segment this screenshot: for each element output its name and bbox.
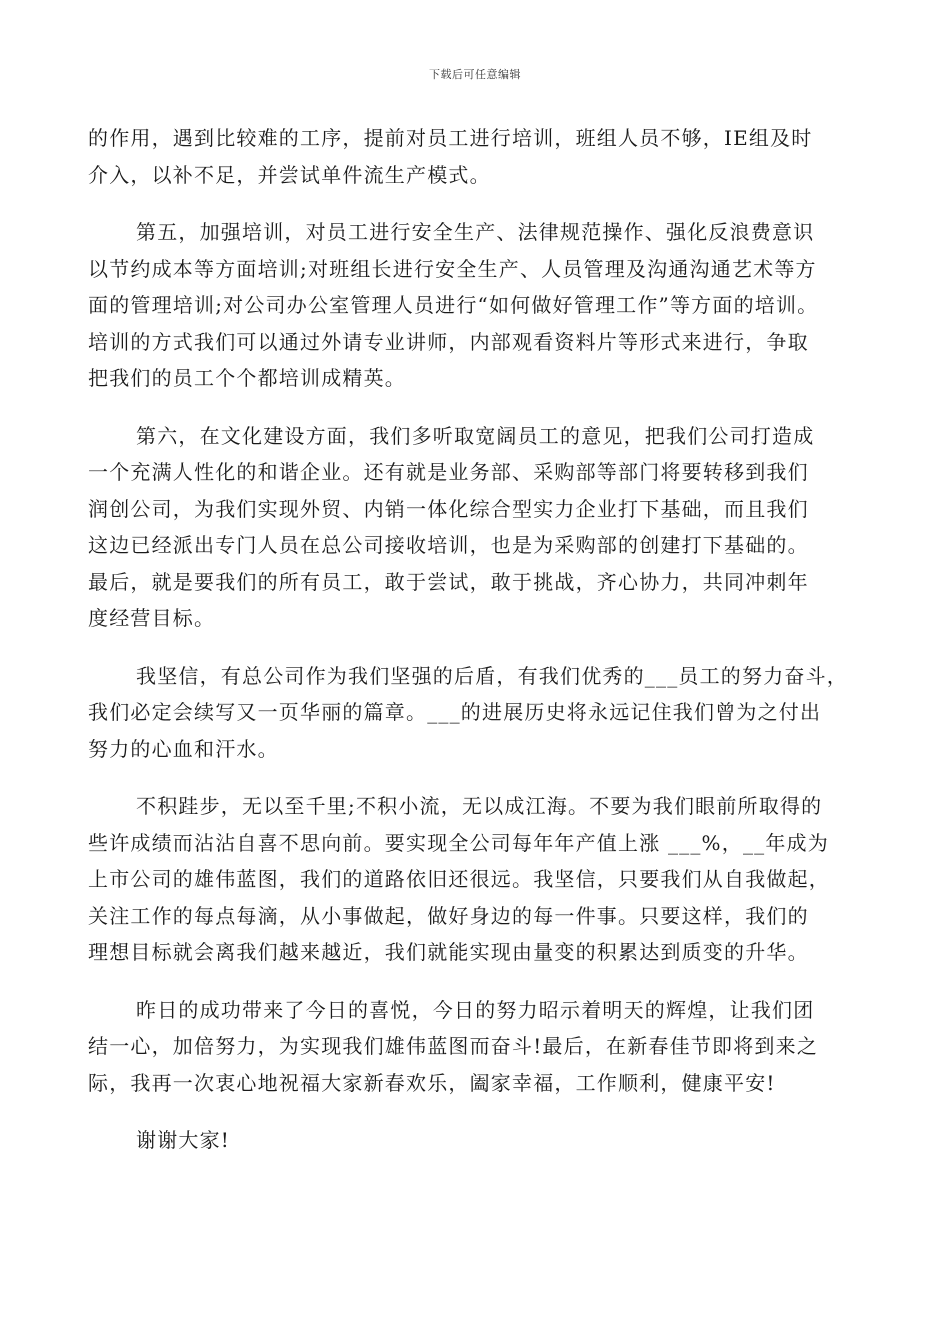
text-line: 努力的心血和汗水。	[88, 736, 279, 761]
text-line: 介入，以补不足，并尝试单件流生产模式。	[88, 162, 491, 187]
paragraph-4	[88, 658, 878, 768]
text-line: 培训的方式我们可以通过外请专业讲师，内部观看资料片等形式来进行，争取	[88, 329, 809, 354]
text-line: 以节约成本等方面培训;对班组长进行安全生产、人员管理及沟通沟通艺术等方	[88, 256, 817, 281]
text-line: 我们必定会续写又一页华丽的篇章。___的进展历史将永远记住我们曾为之付出	[88, 700, 822, 724]
text-line: 把我们的员工个个都培训成精英。	[88, 366, 406, 390]
text-line: 关注工作的每点每滴，从小事做起，做好身边的每一件事。只要这样，我们的	[88, 903, 809, 928]
text-line: 一个充满人性化的和谐企业。还有就是业务部、采购部等部门将要转移到我们	[88, 460, 809, 484]
document-body	[88, 120, 878, 1180]
paragraph-1	[88, 120, 878, 193]
text-line: 第六，在文化建设方面，我们多听取宽阔员工的意见，把我们公司打造成	[136, 423, 815, 448]
paragraph-7	[88, 1122, 878, 1159]
text-line: 理想目标就会离我们越来越近，我们就能实现由量变的积累达到质变的升华。	[88, 940, 809, 964]
paragraph-5	[88, 788, 878, 971]
paragraph-6	[88, 992, 878, 1102]
text-line: 谢谢大家!	[136, 1128, 231, 1152]
text-line: 度经营目标。	[88, 606, 216, 630]
paragraph-3	[88, 418, 878, 637]
text-line: 不积跬步，无以至千里;不积小流，无以成江海。不要为我们眼前所取得的	[136, 794, 823, 818]
text-line: 结一心，加倍努力，为实现我们雄伟蓝图而奋斗!最后，在新春佳节即将到来之	[88, 1034, 819, 1058]
text-line: 第五，加强培训，对员工进行安全生产、法律规范操作、强化反浪费意识	[136, 220, 815, 244]
text-line: 昨日的成功带来了今日的喜悦，今日的努力昭示着明天的辉煌，让我们团	[136, 997, 815, 1022]
text-line: 些许成绩而沾沾自喜不思向前。要实现全公司每年年产值上涨 ___%，__年成为	[88, 830, 829, 855]
text-line: 最后，就是要我们的所有员工，敢于尝试，敢于挑战，齐心协力，共同冲刺年	[88, 569, 809, 594]
text-line: 润创公司，为我们实现外贸、内销一体化综合型实力企业打下基础，而且我们	[88, 496, 809, 521]
text-line: 际，我再一次衷心地祝福大家新春欢乐，阖家幸福，工作顺利，健康平安!	[88, 1070, 776, 1095]
text-line: 上市公司的雄伟蓝图，我们的道路依旧还很远。我坚信，只要我们从自我做起，	[88, 867, 830, 891]
page-header: 下载后可任意编辑	[429, 68, 521, 81]
text-line: 我坚信，有总公司作为我们坚强的后盾，有我们优秀的___员工的努力奋斗，	[136, 663, 848, 688]
text-line: 的作用，遇到比较难的工序，提前对员工进行培训，班组人员不够，IE组及时	[88, 126, 813, 150]
text-line: 这边已经派出专门人员在总公司接收培训，也是为采购部的创建打下基础的。	[88, 533, 809, 557]
text-line: 面的管理培训;对公司办公室管理人员进行“如何做好管理工作”等方面的培训。	[88, 293, 819, 317]
paragraph-2	[88, 214, 878, 397]
